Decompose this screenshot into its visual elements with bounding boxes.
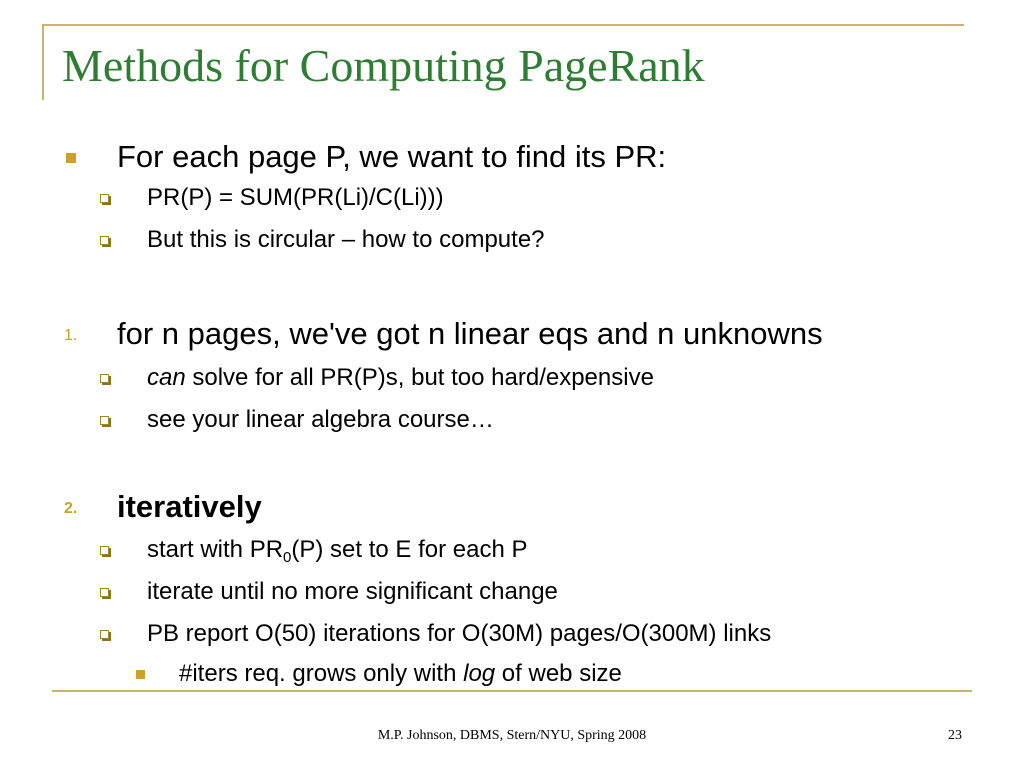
slide-title: Methods for Computing PageRank (62, 40, 705, 91)
hollow-square-bullet-icon (100, 546, 109, 555)
bullet-text: iterate until no more significant change (147, 578, 558, 605)
hollow-square-bullet-icon (100, 194, 109, 203)
hollow-square-bullet-icon (100, 588, 109, 597)
subscript-text: 0 (283, 549, 292, 566)
bullet-text: PR(P) = SUM(PR(Li)/C(Li))) (147, 184, 444, 211)
bullet-text (147, 535, 527, 565)
frame-left-line (42, 24, 44, 100)
bullet-text (147, 363, 654, 393)
bullet-text: iteratively (117, 489, 262, 524)
emphasis-text: log (463, 660, 496, 687)
hollow-square-bullet-icon (100, 630, 109, 639)
square-bullet-icon (136, 670, 145, 679)
bullet-text: see your linear algebra course… (147, 406, 494, 433)
bullet-text-pre: #iters req. grows only with (179, 660, 464, 687)
hollow-square-bullet-icon (100, 374, 109, 383)
frame-bottom-line (52, 690, 972, 692)
bullet-text: For each page P, we want to find its PR: (117, 139, 667, 174)
bullet-text-pre: start with PR (147, 536, 284, 563)
square-bullet-icon (66, 153, 76, 163)
bullet-text-post: of web size (495, 660, 622, 687)
frame-top-line (42, 24, 964, 26)
hollow-square-bullet-icon (100, 236, 109, 245)
bullet-text: for n pages, we've got n linear eqs and n unknowns (117, 316, 823, 351)
bullet-text (179, 659, 622, 689)
item-number: 2. (64, 500, 78, 517)
bullet-text-rest: solve for all PR(P)s, but too hard/expensive (185, 364, 654, 391)
item-number: 1. (64, 327, 78, 344)
emphasis-text: can (147, 364, 186, 391)
footer-text: M.P. Johnson, DBMS, Stern/NYU, Spring 2008 (377, 728, 647, 743)
hollow-square-bullet-icon (100, 416, 109, 425)
bullet-text: But this is circular – how to compute? (147, 226, 545, 253)
page-number: 23 (948, 728, 962, 743)
bullet-text: PB report O(50) iterations for O(30M) pages/O(300M) links (147, 620, 772, 647)
bullet-text-post: (P) set to E for each P (291, 536, 528, 563)
